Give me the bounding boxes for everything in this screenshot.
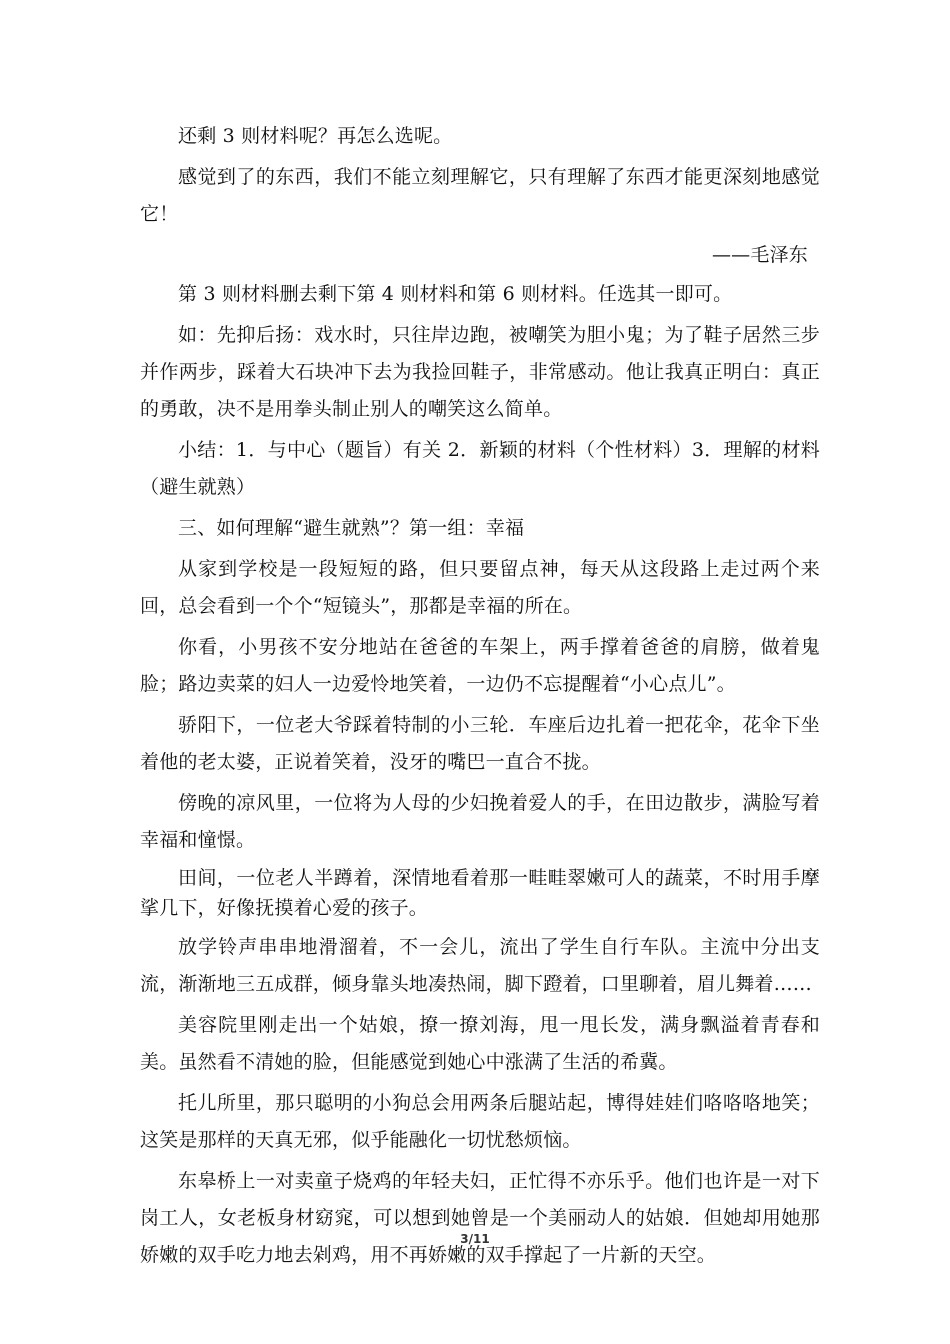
page-number: 3/11 bbox=[460, 1232, 490, 1246]
paragraph-beauty-salon: 美容院里刚走出一个姑娘，撩一撩刘海，甩一甩长发，满身飘溢着青春和美。虽然看不清她的脸，但能感觉到她心中涨满了生活的希冀。 bbox=[140, 1014, 820, 1073]
paragraph-field-old-man: 田间，一位老人半蹲着，深情地看着那一畦畦翠嫩可人的蔬菜，不时用手摩挲几下，好像抚摸着心爱的孩子。 bbox=[140, 867, 820, 919]
paragraph-little-boy: 你看，小男孩不安分地站在爸爸的车架上，两手撑着爸爸的肩膀，做着鬼脸；路边卖菜的妇人一边爱怜地笑着，一边仍不忘提醒着“小心点儿”。 bbox=[140, 636, 820, 695]
paragraph-school-bell: 放学铃声串串地滑溜着，不一会儿，流出了学生自行车队。主流中分出支流，渐渐地三五成群，倾身靠头地凑热闹，脚下蹬着，口里聊着，眉儿舞着…… bbox=[140, 936, 820, 995]
paragraph-old-man-tricycle: 骄阳下，一位老大爷踩着特制的小三轮．车座后边扎着一把花伞，花伞下坐着他的老太婆，正说着笑着，没牙的嘴巴一直合不拢。 bbox=[140, 714, 820, 773]
paragraph-remaining-materials: 还剩 3 则材料呢？再怎么选呢。 bbox=[178, 125, 453, 147]
paragraph-nursery-dog: 托儿所里，那只聪明的小狗总会用两条后腿站起，博得娃娃们咯咯咯地笑；这笑是那样的天真无邪，似乎能融化一切忧愁烦恼。 bbox=[140, 1092, 820, 1151]
paragraph-material-choice: 第 3 则材料删去剩下第 4 则材料和第 6 则材料。任选其一即可。 bbox=[178, 283, 733, 305]
document-body bbox=[140, 118, 820, 1278]
paragraph-summary: 小结：1．与中心（题旨）有关 2．新颖的材料（个性材料）3．理解的材料（避生就熟） bbox=[140, 439, 820, 498]
section-heading-3: 三、如何理解“避生就熟”？第一组：幸福 bbox=[178, 517, 525, 539]
paragraph-quote: 感觉到了的东西，我们不能立刻理解它，只有理解了东西才能更深刻地感觉它！ bbox=[140, 166, 820, 225]
paragraph-example: 如：先抑后扬：戏水时，只往岸边跑，被嘲笑为胆小鬼；为了鞋子居然三步并作两步，踩着大石块冲下去为我捡回鞋子，非常感动。他让我真正明白：真正的勇敢，决不是用拳头制止别人的嘲笑这么简单。 bbox=[140, 324, 820, 420]
paragraph-happiness-intro: 从家到学校是一段短短的路，但只要留点神，每天从这段路上走过两个来回，总会看到一个个“短镜头”，那都是幸福的所在。 bbox=[140, 558, 820, 617]
paragraph-evening-breeze: 傍晚的凉风里，一位将为人母的少妇挽着爱人的手，在田边散步，满脸写着幸福和憧憬。 bbox=[140, 792, 820, 851]
quote-attribution: ——毛泽东 bbox=[711, 244, 808, 266]
paragraph-roast-chicken-couple: 东皋桥上一对卖童子烧鸡的年轻夫妇，正忙得不亦乐乎。他们也许是一对下岗工人，女老板身材窈窕，可以想到她曾是一个美丽动人的姑娘．但她却用她那娇嫩的双手吃力地去剁鸡，用不再娇嫩的双手撑起了一片新的天空。 bbox=[140, 1170, 820, 1266]
